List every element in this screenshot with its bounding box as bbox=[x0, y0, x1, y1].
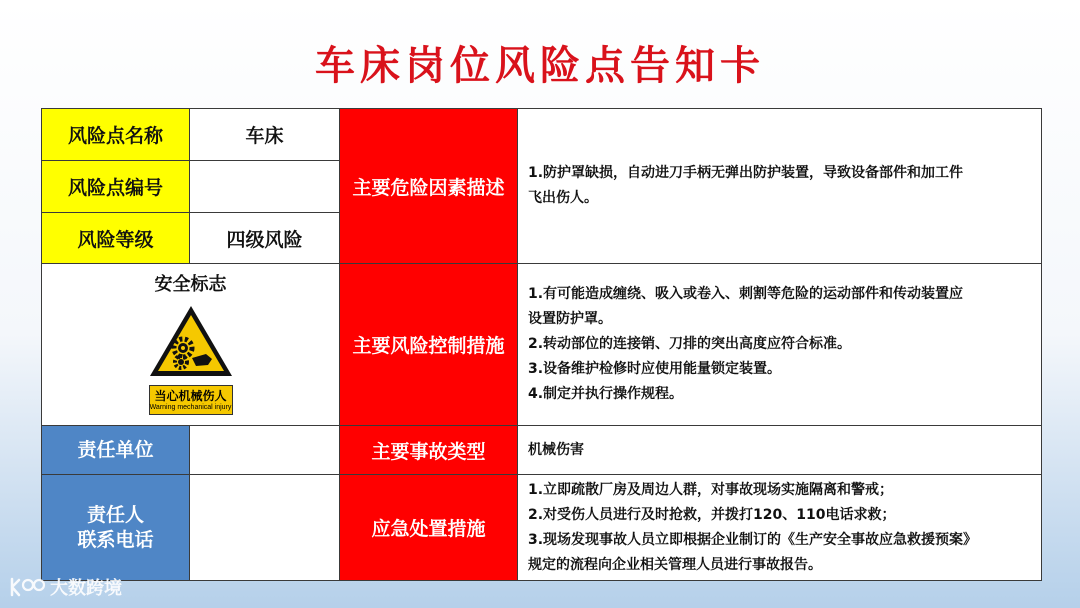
control-line: 2.转动部位的连接销、刀排的突出高度应符合标准。 bbox=[528, 336, 852, 352]
hazard-label: 主要危险因素描述 bbox=[340, 109, 518, 264]
control-line: 3.设备维护检修时应使用能量锁定装置。 bbox=[528, 361, 782, 377]
phone-label-line: 联系电话 bbox=[77, 528, 154, 551]
responsible-unit-label: 责任单位 bbox=[42, 426, 190, 475]
watermark-text: 大数跨境 bbox=[50, 578, 122, 599]
safety-sign-cell bbox=[42, 264, 340, 426]
emergency-line: 规定的流程向企业相关管理人员进行事故报告。 bbox=[528, 556, 822, 573]
control-line: 设置防护罩。 bbox=[528, 311, 612, 327]
control-label: 主要风险控制措施 bbox=[340, 264, 518, 426]
responsible-unit-value bbox=[190, 426, 340, 475]
emergency-line: 3.现场发现事故人员立即根据企业制订的《生产安全事故应急救援预案》 bbox=[528, 531, 978, 548]
emergency-measures bbox=[518, 475, 1042, 581]
person-label-line: 责任人 bbox=[86, 503, 144, 526]
risk-number-label: 风险点编号 bbox=[42, 161, 190, 213]
watermark-logo-icon bbox=[8, 576, 46, 598]
safety-sign-label: 安全标志 bbox=[154, 274, 227, 295]
safety-sign-plate bbox=[149, 385, 233, 415]
responsible-person-label bbox=[42, 475, 190, 581]
hazard-line: 飞出伤人。 bbox=[528, 190, 598, 206]
hazard-description bbox=[518, 109, 1042, 264]
accident-type-value: 机械伤害 bbox=[518, 426, 1042, 475]
accident-type-label: 主要事故类型 bbox=[340, 426, 518, 475]
control-line: 1.有可能造成缠绕、吸入或卷入、刺割等危险的运动部件和传动装置应 bbox=[528, 286, 964, 302]
responsible-person-value bbox=[190, 475, 340, 581]
risk-name-label: 风险点名称 bbox=[42, 109, 190, 161]
risk-card-table bbox=[41, 108, 1042, 581]
safety-sign-caption-cn: 当心机械伤人 bbox=[154, 388, 227, 403]
risk-name-value: 车床 bbox=[190, 109, 340, 161]
page-title: 车床岗位风险点告知卡 bbox=[315, 43, 765, 89]
emergency-line: 1.立即疏散厂房及周边人群，对事故现场实施隔离和警戒； bbox=[528, 481, 894, 498]
watermark bbox=[8, 574, 122, 600]
safety-sign-caption-en: Warning mechanical injury bbox=[149, 403, 232, 411]
emergency-line: 2.对受伤人员进行及时抢救，并拨打120、110电话求救； bbox=[528, 506, 896, 523]
control-line: 4.制定并执行操作规程。 bbox=[528, 386, 684, 402]
hazard-line: 1.防护罩缺损，自动进刀手柄无弹出防护装置，导致设备部件和加工件 bbox=[528, 165, 964, 181]
control-measures bbox=[518, 264, 1042, 426]
emergency-label: 应急处置措施 bbox=[340, 475, 518, 581]
risk-level-value: 四级风险 bbox=[190, 213, 340, 264]
risk-level-label: 风险等级 bbox=[42, 213, 190, 264]
risk-number-value bbox=[190, 161, 340, 213]
safety-sign bbox=[148, 304, 234, 415]
warning-triangle-icon bbox=[148, 304, 234, 378]
